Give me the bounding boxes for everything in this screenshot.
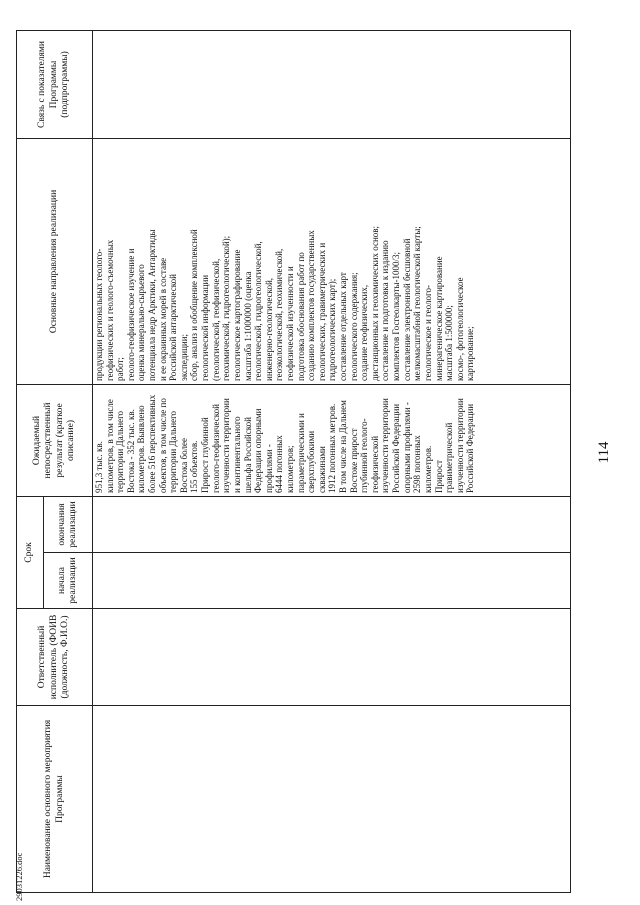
- cell-text-line: геохимической, гидрогеологической);: [221, 235, 232, 381]
- cell-text-line: картирование;: [465, 326, 476, 381]
- cell-text-line: геологической информации: [200, 274, 211, 381]
- cell-text-line: гравиметрической: [444, 422, 455, 493]
- cell-text-line: профилями -: [263, 444, 274, 493]
- cell-text-line: глубинной геолого-: [359, 418, 370, 493]
- cell-text-line: 6444 погонных: [274, 435, 285, 493]
- cell-text-line: более 516 перспективных: [147, 394, 158, 493]
- cell-text-line: потенциала недр Арктики, Антарктиды: [147, 229, 158, 381]
- cell-text-line: геологических, гравиметрических и: [316, 242, 327, 381]
- cell-text-line: оценка минерально-сырьевого: [136, 264, 147, 381]
- cell-text-line: инженерно-геологической,: [263, 277, 274, 381]
- cell-text-line: геолого-геофизической: [210, 404, 221, 493]
- cell-text-line: скважинами: [316, 446, 327, 493]
- header-end: окончания реализации: [44, 496, 93, 552]
- cell-end: [93, 496, 571, 552]
- cell-text-line: 951,3 тыс. кв.: [94, 441, 104, 493]
- header-term: Срок: [17, 496, 44, 608]
- cell-text-line: и ее окраинных морей в составе: [157, 257, 168, 381]
- page-number: 114: [596, 441, 612, 464]
- table-row: [93, 30, 571, 892]
- cell-text-line: шельфа Российской: [242, 417, 253, 493]
- cell-expected-result: [93, 384, 571, 496]
- cell-text-line: территории Дальнего: [168, 410, 179, 493]
- cell-text-line: геологического содержания;: [348, 272, 359, 381]
- cell-text-line: составление отдельных карт: [338, 272, 349, 381]
- header-main-directions: Основные направления реализации: [17, 138, 93, 384]
- cell-text-line: 1912 погонных метров.: [327, 403, 338, 493]
- cell-text-line: минерагеническое картирование: [433, 256, 444, 381]
- cell-text-line: изученности территории: [454, 398, 465, 493]
- cell-text-line: экспедиции;: [178, 333, 189, 381]
- document-file-id: 29031226.doc: [14, 852, 24, 901]
- cell-text-line: изученности территории: [380, 398, 391, 493]
- cell-text-line: опорными профилями -: [401, 402, 412, 493]
- cell-activity-name: [93, 706, 571, 893]
- cell-text-line: продукции региональных геолого-: [94, 248, 104, 381]
- cell-text-line: составление и подготовка к изданию: [380, 240, 391, 381]
- cell-text-line: Российской Федерации: [465, 403, 476, 493]
- cell-text-line: параметрическими и: [295, 413, 306, 493]
- cell-text-line: комплектов Госгеолкарты-1000/3;: [391, 252, 402, 381]
- cell-text-line: составление электронной бесшовной: [401, 238, 412, 381]
- cell-text-line: дистанционных и геохимических основ;: [369, 225, 380, 381]
- cell-program-indicators-link: [93, 30, 571, 138]
- cell-text-line: масштаба 1:1000000 (оценка: [242, 271, 253, 381]
- header-expected-result: Ожидаемый непосредственный результат (краткое описание): [17, 384, 93, 496]
- cell-responsible-executor: [93, 609, 571, 706]
- cell-text-line: космо-, фотогеологическое: [454, 277, 465, 381]
- cell-text-line: Федерации опорными: [253, 408, 264, 493]
- cell-text-line: территории Дальнего: [115, 410, 126, 493]
- cell-text-line: 2598 погонных: [412, 435, 423, 493]
- cell-text-line: геоэкологической, геохимической,: [274, 248, 285, 381]
- cell-text-line: мелкомасштабной геологической карты;: [412, 226, 423, 381]
- cell-text-line: сбор, анализ и обобщение комплексной: [189, 229, 200, 381]
- cell-text-line: Прирост: [433, 460, 444, 493]
- cell-text-line: гидрогеологических карт);: [327, 278, 338, 381]
- cell-text-line: подготовка обоснования работ по: [295, 252, 306, 381]
- header-responsible-executor: Ответственный исполнитель (ФОИВ (должность, Ф.И.О.): [17, 609, 93, 706]
- cell-text-line: километров. Выявлено: [136, 405, 147, 493]
- cell-text-line: геофизической изученности и: [284, 266, 295, 381]
- header-start: начала реализации: [44, 553, 93, 609]
- cell-text-line: Прирост глубинной: [200, 417, 211, 493]
- header-activity-name: Наименование основного мероприятия Программы: [17, 706, 93, 893]
- cell-text-line: геологической, гидрогеологической,: [253, 241, 264, 381]
- cell-text-line: километров;: [284, 445, 295, 493]
- cell-text-line: геологическое картографирование: [231, 249, 242, 381]
- cell-text-line: километров, в том числе: [104, 399, 115, 493]
- cell-text-line: Российской Федерации: [391, 403, 402, 493]
- cell-text-line: (геологической, геофизической,: [210, 258, 221, 381]
- cell-start: [93, 553, 571, 609]
- cell-text-line: километров.: [422, 445, 433, 493]
- cell-text-line: объектов, в том числе по: [157, 398, 168, 493]
- cell-text-line: Востоке прирост: [348, 428, 359, 493]
- cell-text-line: В том числе на Дальнем: [338, 400, 349, 493]
- cell-text-line: Востока более: [178, 438, 189, 493]
- cell-main-directions: [93, 138, 571, 384]
- cell-text-line: геофизических и геолого-съемочных: [104, 239, 115, 381]
- cell-text-line: и континентального: [231, 416, 242, 493]
- header-program-indicators-link: Связь с показателями Программы (подпрограммы): [17, 30, 93, 138]
- cell-text-line: геологическое и геолого-: [422, 285, 433, 381]
- cell-text-line: создание геофизических,: [359, 284, 370, 381]
- cell-text-line: геофизической: [369, 435, 380, 493]
- cell-text-line: созданию комплектов государственных: [306, 230, 317, 381]
- cell-text-line: работ;: [115, 357, 126, 381]
- cell-text-line: изученности территории: [221, 398, 232, 493]
- cell-text-line: сверхглубокими: [306, 430, 317, 493]
- cell-text-line: масштаба 1:500000;: [444, 305, 455, 381]
- program-activities-table: [16, 30, 571, 893]
- cell-text-line: Российской антарктической: [168, 274, 179, 381]
- cell-text-line: геолого-геофизическое изучение и: [125, 248, 136, 381]
- cell-text-line: Востока - 352 тыс. кв.: [125, 409, 136, 493]
- cell-text-line: 155 объектов.: [189, 440, 200, 493]
